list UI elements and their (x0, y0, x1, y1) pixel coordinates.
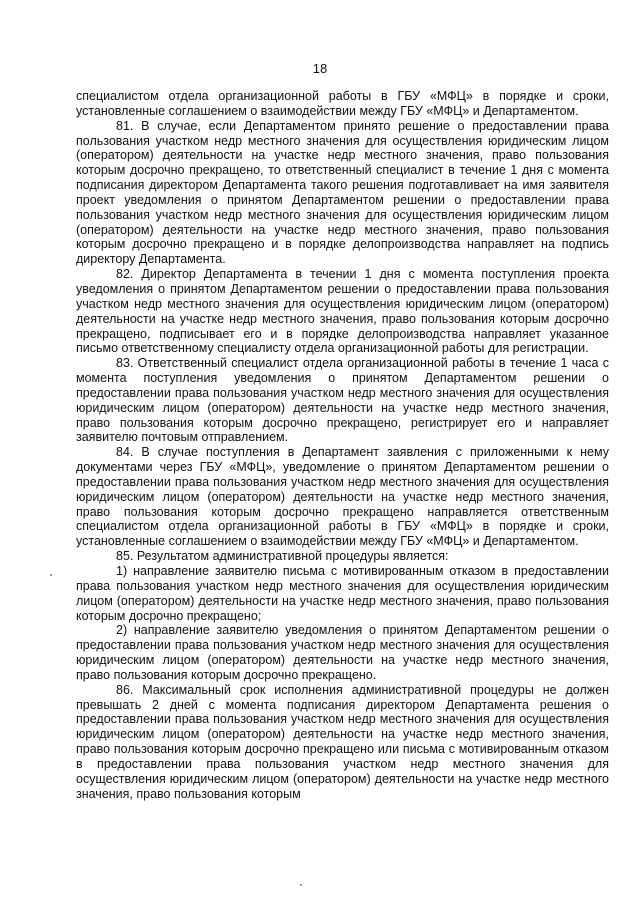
list-item-1: 1) направление заявителю письма с мотивированным отказом в предоставлении права пользования участком недр местного значения для осуществления юридическим лицом (оператором) деятельности на участке недр местного значения, право пользования которым досрочно прекращено; (76, 564, 609, 623)
paragraph-85: 85. Результатом административной процедуры является: (116, 549, 449, 564)
paragraph-86: 86. Максимальный срок исполнения административной процедуры не должен превышать 2 дней с момента подписания директором Департамента решения о предоставлении права пользования участком недр местного значения для осуществления юридическим лицом (оператором) деятельности на участке недр местного значения, право пользования которым досрочно прекращено или письма с мотивированным отказом в предоставлении права пользования участком недр местного значения для осуществления юридическим лицом (оператором) деятельности на участке недр местного значения, право пользования которым (76, 682, 609, 801)
paragraph-continuation: специалистом отдела организационной работы в ГБУ «МФЦ» в порядке и сроки, установленные соглашением о взаимодействии между ГБУ «МФЦ» и Департаментом. (76, 89, 609, 118)
paragraph-81: 81. В случае, если Департаментом принято решение о предоставлении права пользования участком недр местного значения для осуществления юридическим лицом (оператором) деятельности на участке недр местного значения, право пользования которым досрочно прекращено, то ответственный специалист в течение 1 дня с момента подписания директором Департамента такого решения подготавливает на имя заявителя проект уведомления о принятом Департаментом решении о предоставлении права пользования участком недр местного значения для осуществления юридическим лицом (оператором) деятельности на участке недр местного значения, право пользования которым досрочно прекращено и в порядке делопроизводства направляет на подпись директору Департамента. (76, 118, 609, 267)
paragraph-82: 82. Директор Департамента в течении 1 дня с момента поступления проекта уведомления о принятом Департаментом решении о предоставлении права пользования участком недр местного значения для осуществления юридическим лицом (оператором) деятельности на участке недр местного значения, право пользования которым досрочно прекращено, подписывает его и в порядке делопроизводства направляет указанное письмо ответственному специалисту отдела организационной работы для регистрации. (76, 267, 609, 356)
paragraph-83: 83. Ответственный специалист отдела организационной работы в течение 1 часа с момента поступления уведомления о принятом Департаментом решении о предоставлении права пользования участком недр местного значения для осуществления юридическим лицом (оператором) деятельности на участке недр местного значения, право пользования которым досрочно прекращено, регистрирует его и направляет заявителю почтовым отправлением. (76, 356, 609, 445)
scan-speck (50, 574, 52, 576)
document-body (76, 89, 609, 802)
paragraph-84: 84. В случае поступления в Департамент заявления с приложенными к нему документами через ГБУ «МФЦ», уведомление о принятом Департаментом решении о предоставлении права пользования участком недр местного значения для осуществления юридическим лицом (оператором) деятельности на участке недр местного значения, право пользования которым досрочно прекращено направляется ответственным специалистом отдела организационной работы в ГБУ «МФЦ» в порядке и сроки, установленные соглашением о взаимодействии между ГБУ «МФЦ» и Департаментом. (76, 445, 609, 549)
list-item-2: 2) направление заявителю уведомления о принятом Департаментом решении о предоставлении права пользования участком недр местного значения для осуществления юридическим лицом (оператором) деятельности на участке недр местного значения, право пользования которым досрочно прекращено. (76, 623, 609, 682)
page-number: 18 (312, 61, 328, 76)
scan-speck (300, 884, 302, 886)
